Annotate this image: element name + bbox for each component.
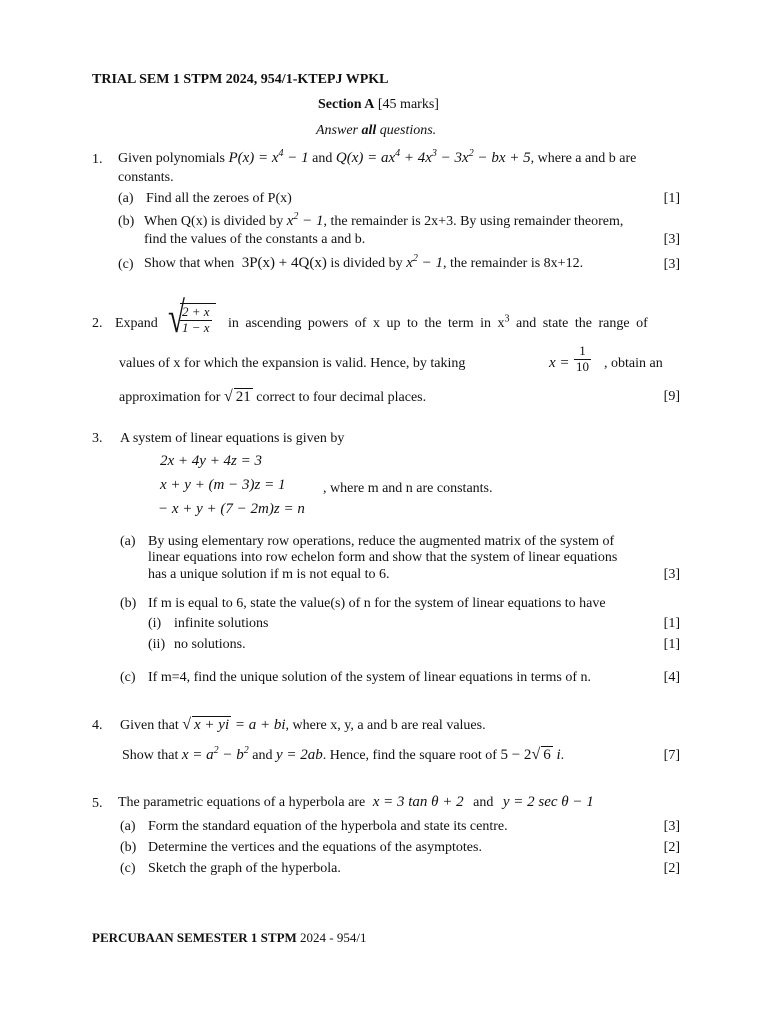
q2-sqrt-value: 21 [235, 389, 251, 405]
q-d: − bx + 5 [473, 150, 531, 166]
q2-text1: in ascending powers of x up to the term in x [228, 316, 505, 331]
q2-mark: [9] [663, 389, 680, 404]
footer-rest: 2024 - 954/1 [296, 930, 367, 945]
q2-frac-numerator: 2 + x [182, 304, 210, 319]
q4-y-eq: y = 2ab [276, 747, 323, 763]
q1c-divisor [406, 255, 443, 271]
q2-line2: values of x for which the expansion is valid. Hence, by taking [119, 356, 466, 371]
q1b-text1: When Q(x) is divided by [144, 214, 284, 229]
q4-mark: [7] [663, 748, 680, 763]
q4-x-a: x = a [181, 747, 214, 763]
q2-line1 [228, 313, 648, 332]
q3c-label: (c) [120, 670, 136, 685]
instruction-text: Answer [316, 123, 362, 138]
q1c-div-e: 2 [412, 253, 418, 264]
q2-x-frac-den: 10 [576, 358, 589, 374]
q4-rhs: = a + bi [231, 717, 286, 733]
q4-complex [500, 747, 560, 763]
q5b-label: (b) [120, 840, 137, 855]
q3bii-mark: [1] [663, 637, 680, 652]
q4-text3: . Hence, find the square root of [322, 748, 497, 763]
q1-intro-c: constants. [118, 170, 174, 185]
q3bii-label: (ii) [148, 637, 166, 652]
q1-intro-b: , where a and b are [530, 151, 637, 166]
q5c-label: (c) [120, 861, 136, 876]
q3bi-label: (i) [148, 616, 162, 631]
q2-root-fraction [180, 305, 212, 336]
q5a-text: Form the standard equation of the hyperbola and state its centre. [148, 819, 508, 834]
section-heading [318, 97, 439, 113]
q4-show: Show that [122, 748, 179, 763]
q4-period: . [560, 748, 565, 763]
q4-sq-root: 6 [543, 747, 551, 763]
q5-line1 [118, 794, 594, 811]
q3-eq1: 2x + 4y + 4z = 3 [160, 453, 263, 469]
q4-sq-i: i [552, 747, 561, 763]
p-expr: P(x) = x [228, 150, 279, 166]
q4-x-e2: 2 [243, 745, 249, 756]
q-e1: 4 [395, 148, 401, 159]
q3b-label: (b) [120, 596, 137, 611]
p-exp: 4 [278, 148, 284, 159]
q5c-mark: [2] [663, 861, 680, 876]
q4-sq-a: 5 − 2 [500, 747, 532, 763]
q-c: − 3x [436, 150, 469, 166]
q1c-div-a: x [406, 255, 413, 271]
q2-text4: approximation for [119, 390, 221, 405]
sqrt-icon: √ [223, 388, 233, 405]
radical-icon: √ [168, 293, 185, 342]
q1b-line1 [144, 213, 623, 230]
q1c-expression: 3P(x) + 4Q(x) [241, 255, 327, 271]
q4-line2 [122, 746, 564, 764]
q2-exp: 3 [504, 313, 510, 325]
q2-text3: , obtain an [604, 356, 663, 371]
q-e2: 3 [431, 148, 437, 159]
q4-x-b: − b [218, 747, 244, 763]
q-b: + 4x [400, 150, 432, 166]
q5-y-eq: y = 2 sec θ − 1 [502, 794, 594, 810]
q4-number: 4. [92, 718, 103, 733]
q1c-label: (c) [118, 257, 134, 272]
q1c-mark: [3] [663, 257, 680, 272]
q3a-line3: has a unique solution if m is not equal to 6. [148, 567, 390, 582]
q3-where: , where m and n are constants. [323, 481, 493, 496]
q2-text5: correct to four decimal places. [256, 390, 427, 405]
footer-bold: PERCUBAAN SEMESTER 1 STPM [92, 930, 297, 945]
q2-line3 [119, 388, 426, 406]
q3-number: 3. [92, 431, 103, 446]
q3a-line2: linear equations into row echelon form and show that the system of linear equations [148, 550, 618, 565]
q1b-div-b: − 1 [298, 213, 324, 229]
q5-number: 5. [92, 796, 103, 811]
q1b-div-e: 2 [293, 211, 299, 222]
q5c-text: Sketch the graph of the hyperbola. [148, 861, 341, 876]
q3a-label: (a) [120, 534, 136, 549]
q5a-mark: [3] [663, 819, 680, 834]
sqrt-icon: √ [531, 746, 541, 763]
q2-expand: Expand [115, 316, 158, 331]
q3-eq2: x + y + (m − 3)z = 1 [160, 477, 286, 493]
q1-number: 1. [92, 152, 103, 167]
q4-line1 [120, 716, 486, 734]
instruction-emphasis: all [361, 123, 377, 138]
q2-x-eq: x = [549, 355, 570, 371]
q2-frac-denominator: 1 − x [182, 319, 210, 335]
sqrt-icon: √ [182, 716, 191, 733]
section-marks: [45 marks] [377, 97, 439, 112]
q1-p-polynomial [228, 150, 308, 166]
section-label: Section A [318, 97, 375, 112]
q4-x-eq [182, 747, 249, 763]
q5-text1: The parametric equations of a hyperbola are [118, 795, 366, 810]
q1b-mark: [3] [663, 232, 680, 247]
q4-sqrt-expr: x + yi [194, 717, 230, 733]
q1a-text: Find all the zeroes of P(x) [146, 191, 292, 206]
q1-intro [118, 150, 636, 167]
q1-q-polynomial [336, 150, 531, 166]
q1c-text1: Show that when [144, 256, 235, 271]
q5-and: and [473, 795, 494, 810]
q2-number: 2. [92, 316, 103, 331]
q3c-mark: [4] [663, 670, 680, 685]
q4-and: and [252, 748, 273, 763]
q4-text1: Given that [120, 718, 179, 733]
q3a-mark: [3] [663, 567, 680, 582]
q1-intro-text: Given polynomials [118, 151, 225, 166]
q1b-divisor [287, 213, 324, 229]
q3b-text: If m is equal to 6, state the value(s) of n for the system of linear equations to have [148, 596, 606, 611]
q3bi-mark: [1] [663, 616, 680, 631]
q1b-label: (b) [118, 214, 135, 229]
q3bi-text: infinite solutions [174, 616, 269, 631]
q-e3: 2 [468, 148, 474, 159]
q3-intro: A system of linear equations is given by [120, 431, 345, 446]
p-rest: − 1 [283, 150, 309, 166]
q2-fraction [180, 305, 212, 336]
q4-equation [182, 717, 285, 733]
q1c-text3: , the remainder is 8x+12. [442, 256, 584, 271]
q1b-text2: , the remainder is 2x+3. By using remainder theorem, [323, 214, 624, 229]
q5a-label: (a) [120, 819, 136, 834]
q3-eq3: − x + y + (7 − 2m)z = n [158, 501, 305, 517]
q5-x-eq: x = 3 tan θ + 2 [372, 794, 464, 810]
q4-x-e1: 2 [213, 745, 219, 756]
q4-text2: , where x, y, a and b are real values. [285, 718, 486, 733]
q5b-mark: [2] [663, 840, 680, 855]
q-a: Q(x) = ax [335, 150, 396, 166]
q3a-line1: By using elementary row operations, reduce the augmented matrix of the system of [148, 534, 615, 549]
q1-and: and [312, 151, 333, 166]
q1a-mark: [1] [663, 191, 680, 206]
q2-text1b: and state the range of [509, 316, 648, 331]
q3c-text: If m=4, find the unique solution of the system of linear equations in terms of n. [148, 670, 591, 685]
page-footer [92, 930, 366, 946]
document-title: TRIAL SEM 1 STPM 2024, 954/1-KTEPJ WPKL [92, 72, 389, 87]
q1c-div-b: − 1 [417, 255, 443, 271]
q2-x-fraction [574, 344, 591, 375]
instruction [316, 123, 436, 139]
q1c-text2: is divided by [330, 256, 403, 271]
q2-x-frac [574, 344, 591, 375]
q3bii-text: no solutions. [174, 637, 246, 652]
instruction-text-end: questions. [376, 123, 437, 138]
q1a-label: (a) [118, 191, 134, 206]
q2-sqrt21 [224, 389, 253, 405]
q2-x-frac-num: 1 [574, 344, 591, 360]
q1b-line2: find the values of the constants a and b. [144, 232, 366, 247]
q1b-div-a: x [286, 213, 294, 229]
q1c-line [144, 255, 583, 272]
q5b-text: Determine the vertices and the equations of the asymptotes. [148, 840, 482, 855]
